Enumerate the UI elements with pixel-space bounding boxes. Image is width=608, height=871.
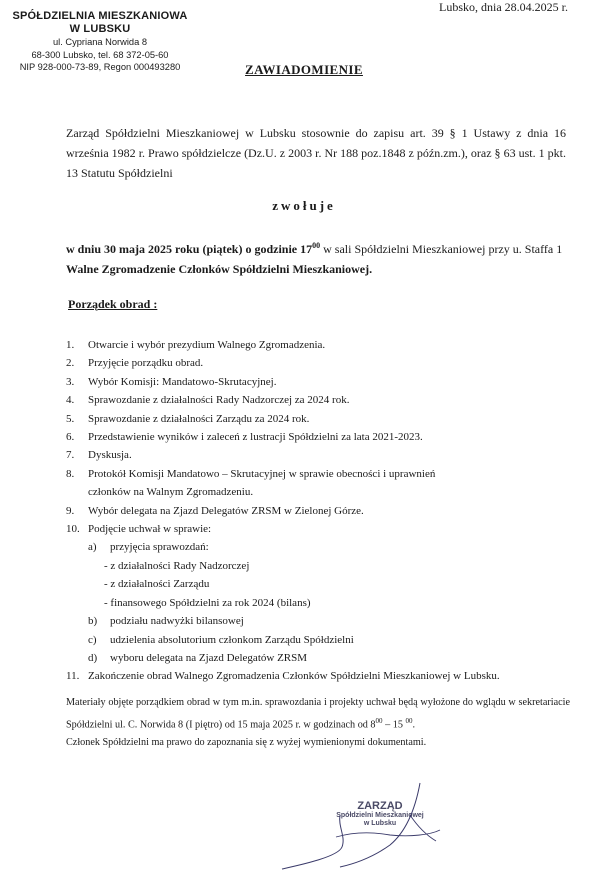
agenda-text: Otwarcie i wybór prezydium Walnego Zgromadzenia.	[88, 339, 326, 351]
agenda-item	[66, 502, 586, 520]
meeting-date-time: w dniu 30 maja 2025 roku (piątek) o godzinie 17	[66, 242, 313, 256]
agenda-text: Sprawozdanie z działalności Rady Nadzorczej za 2024 rok.	[88, 394, 350, 407]
subitem-letter: b)	[88, 615, 98, 628]
materials-end: .	[412, 719, 415, 731]
document-date: Lubsko, dnia 28.04.2025 r.	[439, 0, 568, 14]
agenda-subitem	[66, 649, 586, 667]
hour-end-sup: 00	[405, 717, 413, 725]
subitem-text: przyjęcia sprawozdań:	[110, 541, 209, 554]
agenda-text: Wybór Komisji: Mandatowo-Skrutacyjnej.	[88, 375, 277, 388]
agenda-subitem	[66, 631, 586, 649]
agenda-number: 9.	[66, 504, 75, 517]
meeting-announcement	[66, 236, 566, 279]
agenda-item	[66, 446, 586, 464]
agenda-text: Zakończenie obrad Walnego Zgromadzenia Członków Spółdzielni Mieszkaniowej w Lubsku.	[88, 670, 500, 683]
org-city: W LUBSKU	[69, 23, 131, 35]
agenda-item	[66, 336, 586, 354]
meeting-name: Walne Zgromadzenie Członków Spółdzielni Mieszkaniowej.	[66, 262, 373, 276]
agenda-title: Porządek obrad :	[68, 297, 158, 311]
subitem-letter: c)	[88, 633, 97, 646]
agenda-item	[66, 391, 586, 409]
agenda-item	[66, 520, 586, 538]
subitem-text: udzielenia absolutorium członkom Zarządu Spółdzielni	[110, 633, 354, 646]
agenda-text: Przedstawienie wyników i zaleceń z lustracji Spółdzielni za lata 2021-2023.	[88, 431, 423, 444]
agenda-text: Dyskusja.	[88, 449, 132, 462]
agenda-subsubitem: - z działalności Rady Nadzorczej	[104, 559, 250, 572]
agenda-item	[66, 410, 586, 428]
document-title: ZAWIADOMIENIE	[245, 62, 363, 77]
stamp-title: ZARZĄD	[357, 800, 403, 812]
agenda-text: Sprawozdanie z działalności Zarządu za 2024 rok.	[88, 412, 310, 425]
materials-text: Materiały objęte porządkiem obrad w tym m.in. sprawozdania i projekty uchwał będą wyłożone do wglądu w sekretariacie Spółdzielni ul. C. Norwida 8 (I piętro) od 15 maja 2025 r. w godzinach od 8	[66, 697, 570, 731]
agenda-number: 6.	[66, 431, 75, 444]
agenda-list	[66, 336, 586, 686]
org-name: SPÓŁDZIELNIA MIESZKANIOWA	[12, 10, 188, 22]
agenda-item	[66, 465, 586, 502]
stamp-city: w Lubsku	[363, 820, 397, 827]
subitem-text: wyboru delegata na Zjazd Delegatów ZRSM	[110, 651, 308, 664]
agenda-item	[66, 667, 586, 685]
intro-paragraph: Zarząd Spółdzielni Mieszkaniowej w Lubsku stosownie do zapisu art. 39 § 1 Ustawy z dnia 16 września 1982 r. Prawo spółdzielcze (Dz.U. z 2003 r. Nr 188 poz.1848 z późn.zm.), oraz § 63 ust. 1 pkt. 13 Statutu Spółdzielni	[66, 126, 566, 180]
handwritten-signature	[280, 775, 460, 871]
org-address: ul. Cypriana Norwida 8	[52, 37, 148, 47]
agenda-number: 5.	[66, 412, 75, 425]
agenda-text: Przyjęcie porządku obrad.	[88, 357, 204, 370]
materials-rights: Członek Spółdzielni ma prawo do zapoznania się z wyżej wymienionymi dokumentami.	[66, 737, 427, 749]
org-nip-regon: NIP 928-000-73-89, Regon 000493280	[19, 62, 181, 72]
agenda-number: 11.	[66, 670, 80, 683]
agenda-text-cont: członków na Walnym Zgromadzeniu.	[88, 486, 254, 499]
materials-note	[66, 694, 570, 752]
subitem-letter: a)	[88, 541, 97, 554]
agenda-text: Podjęcie uchwał w sprawie:	[88, 523, 212, 536]
agenda-item	[66, 428, 586, 446]
agenda-subsubitem: - finansowego Spółdzielni za rok 2024 (bilans)	[104, 596, 311, 609]
meeting-place: w sali Spółdzielni Mieszkaniowej przy u. Staffa 1	[320, 242, 563, 256]
agenda-text: Protokół Komisji Mandatowo – Skrutacyjnej w sprawie obecności i uprawnień	[88, 467, 436, 480]
time-minutes: 00	[312, 241, 321, 250]
agenda-number: 3.	[66, 375, 75, 388]
agenda-number: 1.	[66, 339, 75, 351]
agenda-subitem	[66, 612, 586, 630]
org-phone: 68-300 Lubsko, tel. 68 372-05-60	[31, 49, 169, 60]
agenda-number: 4.	[66, 394, 75, 407]
agenda-item	[66, 373, 586, 391]
agenda-number: 2.	[66, 357, 75, 370]
hour-start-sup: 00	[375, 717, 383, 725]
stamp-org: Spółdzielni Mieszkaniowej	[336, 812, 424, 819]
agenda-number: 8.	[66, 467, 75, 480]
agenda-subitem	[66, 538, 586, 556]
subitem-letter: d)	[88, 651, 98, 664]
subitem-text: podziału nadwyżki bilansowej	[110, 615, 244, 628]
agenda-text: Wybór delegata na Zjazd Delegatów ZRSM w Zielonej Górze.	[88, 504, 364, 517]
materials-dash: – 15	[382, 719, 406, 731]
agenda-number: 10.	[66, 523, 80, 536]
agenda-subsubitem: - z działalności Zarządu	[104, 578, 210, 591]
zwoluje-heading: zwołuje	[272, 198, 336, 213]
agenda-item	[66, 354, 586, 372]
agenda-number: 7.	[66, 449, 75, 462]
